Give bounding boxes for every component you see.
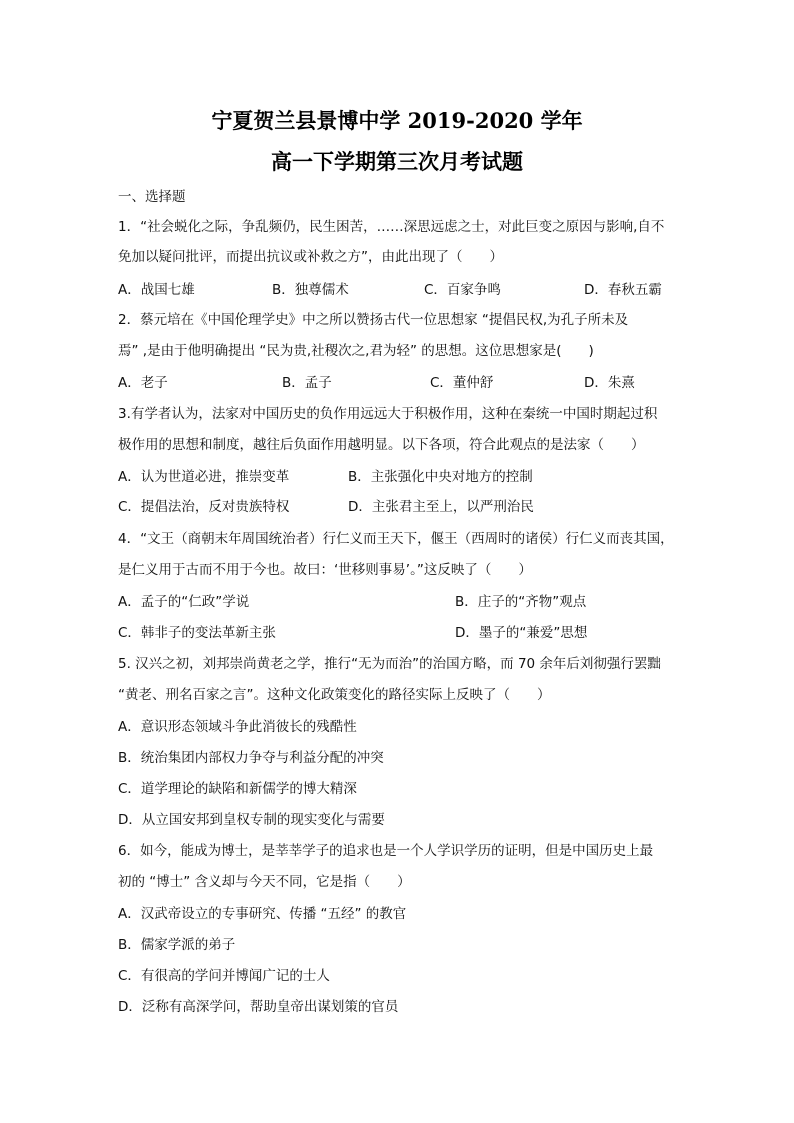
question-4-option-d: D．墨子的“兼爱”思想 xyxy=(455,625,588,641)
question-5-line-1: 5. 汉兴之初，刘邦崇尚黄老之学，推行“无为而治”的治国方略，而 70 余年后刘彻强行罢黜 xyxy=(118,656,661,672)
question-6-option-c: C．有很高的学问并博闻广记的士人 xyxy=(118,968,330,984)
exam-title-line1: 宁夏贺兰县景博中学 2019-2020 学年 xyxy=(211,108,583,133)
question-4-line-1: 4．“文王（商朝末年周国统治者）行仁义而王天下，偃王（西周时的诸侯）行仁义而丧其国， xyxy=(118,531,674,547)
question-5-option-b: B．统治集团内部权力争夺与利益分配的冲突 xyxy=(118,750,384,766)
question-3-line-1: 3.有学者认为，法家对中国历史的负作用远远大于积极作用，这种在秦统一中国时期起过积 xyxy=(118,406,658,422)
section-heading: 一、选择题 xyxy=(118,189,186,205)
question-3-option-a: A．认为世道必进，推崇变革 xyxy=(118,469,290,485)
question-5-option-c: C．道学理论的缺陷和新儒学的博大精深 xyxy=(118,781,357,797)
question-3-option-c: C．提倡法治，反对贵族特权 xyxy=(118,499,290,515)
question-5-line-2: “黄老、刑名百家之言”。这种文化政策变化的路径实际上反映了（ ） xyxy=(118,687,551,703)
question-6-line-1: 6．如今，能成为博士，是莘莘学子的追求也是一个人学识学历的证明，但是中国历史上最 xyxy=(118,843,654,859)
question-1-line-2: 免加以疑问批评，而提出抗议或补救之方”，由此出现了（ ） xyxy=(118,249,503,265)
question-2-option-c: C．董仲舒 xyxy=(430,375,494,391)
question-4-option-c: C．韩非子的变法革新主张 xyxy=(118,625,276,641)
question-2-line-1: 2．蔡元培在《中国伦理学史》中之所以赞扬古代一位思想家 “提倡民权,为孔子所未及 xyxy=(118,312,629,328)
question-2-option-d: D．朱熹 xyxy=(584,375,635,391)
question-6-option-a: A．汉武帝设立的专事研究、传播 “五经” 的教官 xyxy=(118,906,407,922)
question-6-line-2: 初的 “博士” 含义却与今天不同，它是指（ ） xyxy=(118,874,411,890)
question-4-line-2: 是仁义用于古而不用于今也。故曰：‘世移则事易’。”这反映了（ ） xyxy=(118,562,532,578)
question-2-line-2: 焉” ,是由于他明确提出 “民为贵,社稷次之,君为轻” 的思想。这位思想家是( ) xyxy=(118,343,594,359)
question-1-option-b: B．独尊儒术 xyxy=(272,282,349,298)
question-5-option-d: D．从立国安邦到皇权专制的现实变化与需要 xyxy=(118,812,385,828)
question-3-option-d: D．主张君主至上，以严刑治民 xyxy=(348,499,534,515)
question-1-option-c: C．百家争鸣 xyxy=(424,282,501,298)
question-2-option-a: A．老子 xyxy=(118,375,168,391)
question-3-line-2: 极作用的思想和制度，越往后负面作用越明显。以下各项，符合此观点的是法家（ ） xyxy=(118,437,645,453)
question-2-option-b: B．孟子 xyxy=(282,375,332,391)
question-1-option-d: D．春秋五霸 xyxy=(584,282,662,298)
question-1-option-a: A．战国七雄 xyxy=(118,282,195,298)
question-4-option-a: A．孟子的“仁政”学说 xyxy=(118,594,250,610)
question-6-option-b: B．儒家学派的弟子 xyxy=(118,937,236,953)
question-5-option-a: A．意识形态领域斗争此消彼长的残酷性 xyxy=(118,719,357,735)
question-1-line-1: 1．“社会蜕化之际，争乱频仍，民生困苦，……深思远虑之士，对此巨变之原因与影响,自不 xyxy=(118,219,665,235)
exam-title-line2: 高一下学期第三次月考试题 xyxy=(271,149,523,174)
question-3-option-b: B．主张强化中央对地方的控制 xyxy=(348,469,533,485)
question-4-option-b: B．庄子的“齐物”观点 xyxy=(455,594,587,610)
question-6-option-d: D．泛称有高深学问，帮助皇帝出谋划策的官员 xyxy=(118,999,399,1015)
